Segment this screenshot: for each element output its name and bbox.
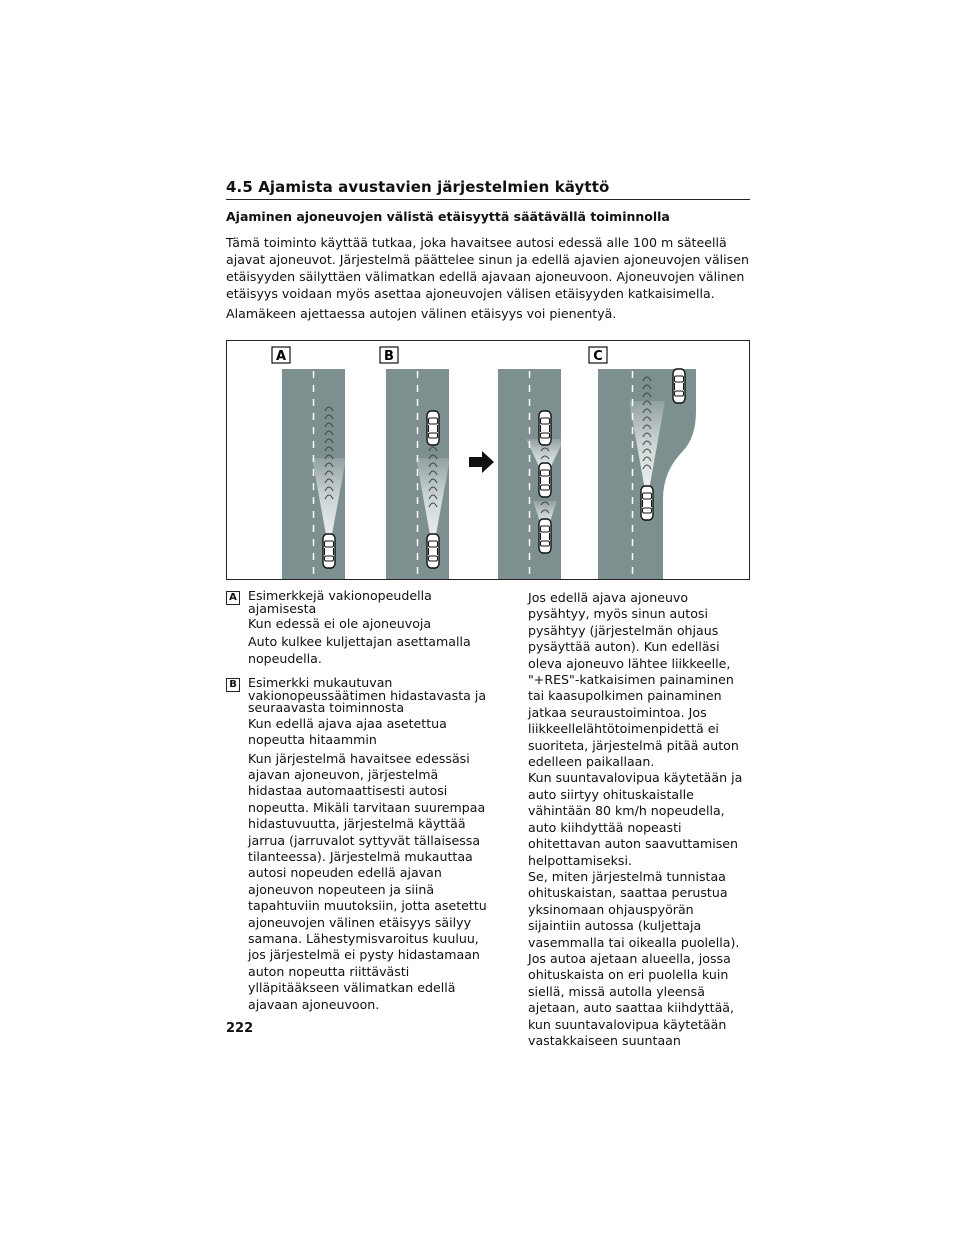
item-b-marker: B bbox=[226, 678, 240, 692]
acc-diagram bbox=[226, 340, 750, 580]
item-b-subtitle: Kun edellä ajava ajaa asetettua nopeutta hitaammin bbox=[248, 715, 447, 748]
own-car-b bbox=[427, 534, 439, 568]
page-number: 222 bbox=[226, 1021, 254, 1036]
own-car-a bbox=[323, 534, 335, 568]
panel-a bbox=[272, 347, 346, 579]
right-column bbox=[528, 590, 750, 1049]
lead-car-c bbox=[673, 369, 685, 403]
item-b-body: Kun järjestelmä havaitsee edessäsi ajavan ajoneuvon, järjestelmä hidastaa automaattisesti autosi nopeutta. Mikäli tarvitaan suurempaa hidastuvuutta, järjestelmä käyttää jarrua (jarruvalot syttyvät tällaisessa tilanteessa). Järjestelmä mukauttaa autosi nopeuden edellä ajavan ajoneuvon nopeuteen ja siinä tapahtuviin muutoksiin, jotta asetettu ajoneuvojen välinen etäisyys säilyy samana. Lähestymisvaroitus kuuluu, jos järjestelmä ei pysty hidastamaan auton nopeutta riittävästi ylläpitääkseen välimatkan edellä ajavaan ajoneuvoon. bbox=[248, 750, 487, 1012]
item-b bbox=[226, 677, 488, 1013]
arrow-icon bbox=[469, 451, 494, 473]
own-car-c bbox=[641, 486, 653, 520]
item-a-marker: A bbox=[226, 591, 240, 605]
left-column bbox=[226, 590, 488, 1013]
label-a: A bbox=[275, 349, 287, 364]
panel-c bbox=[589, 347, 696, 579]
item-a-title: Esimerkkejä vakionopeudella ajamisesta bbox=[248, 588, 432, 616]
intro-paragraph: Tämä toiminto käyttää tutkaa, joka havaitsee autosi edessä alle 100 m säteellä ajavat ajoneuvot. Järjestelmä päättelee sinun ja edellä ajavien ajoneuvojen välisen etäisyyden säilyttäen välimatkan edellä ajavaan ajoneuvoon. Ajoneuvojen välinen etäisyys voidaan myös asettaa ajoneuvojen välisen etäisyyden katkaisimella. bbox=[226, 235, 749, 301]
acc-diagram-svg bbox=[227, 341, 749, 579]
lead-car-b2 bbox=[539, 463, 551, 497]
item-a-body: Auto kulkee kuljettajan asettamalla nopeudella. bbox=[248, 634, 471, 666]
panel-b bbox=[380, 347, 450, 579]
label-c: C bbox=[593, 349, 603, 364]
section-title: 4.5 Ajamista avustavien järjestelmien käyttö bbox=[226, 178, 610, 196]
overtake-paragraph: Kun suuntavalovipua käytetään ja auto siirtyy ohituskaistalle vähintään 80 km/h nopeudella, auto kiihdyttää nopeasti ohitettavan auton saavuttamisen helpottamiseksi. bbox=[528, 770, 743, 868]
lead-car-b bbox=[427, 411, 439, 445]
downhill-note: Alamäkeen ajettaessa autojen välinen etäisyys voi pienentyä. bbox=[226, 306, 617, 321]
item-a-subtitle: Kun edessä ei ole ajoneuvoja bbox=[248, 616, 432, 631]
panel-b2 bbox=[498, 369, 564, 579]
stop-paragraph: Jos edellä ajava ajoneuvo pysähtyy, myös sinun autosi pysähtyy (järjestelmän ohjaus pysäyttää auton). Kun edelläsi oleva ajoneuvo lähtee liikkeelle, "+RES"-katkaisimen painaminen tai kaasupolkimen painaminen jatkaa seuraustoimintoa. Jos liikkeellelähtötoimenpidettä ei suoriteta, järjestelmä pitää auton edelleen paikallaan. bbox=[528, 590, 739, 770]
own-car-b2 bbox=[539, 519, 551, 553]
item-a bbox=[226, 590, 488, 667]
lane-detection-paragraph: Se, miten järjestelmä tunnistaa ohituskaistan, saattaa perustua yksinomaan ohjauspyörän sijaintiin autossa (kuljettaja vasemmalla tai oikealla puolella). Jos autoa ajetaan alueella, jossa ohituskaista on eri puolella kuin siellä, missä autolla yleensä ajetaan, auto saattaa kiihdyttää, kun suuntavalovipua käytetään vastakkaiseen suuntaan bbox=[528, 868, 740, 1048]
label-b: B bbox=[384, 349, 394, 364]
subheading: Ajaminen ajoneuvojen välistä etäisyyttä säätävällä toiminnolla bbox=[226, 209, 670, 224]
header-divider bbox=[226, 199, 750, 200]
front-car-b2 bbox=[539, 411, 551, 445]
section-header bbox=[226, 178, 750, 196]
item-b-title: Esimerkki mukautuvan vakionopeussäätimen hidastavasta ja seuraavasta toiminnosta bbox=[248, 675, 487, 716]
